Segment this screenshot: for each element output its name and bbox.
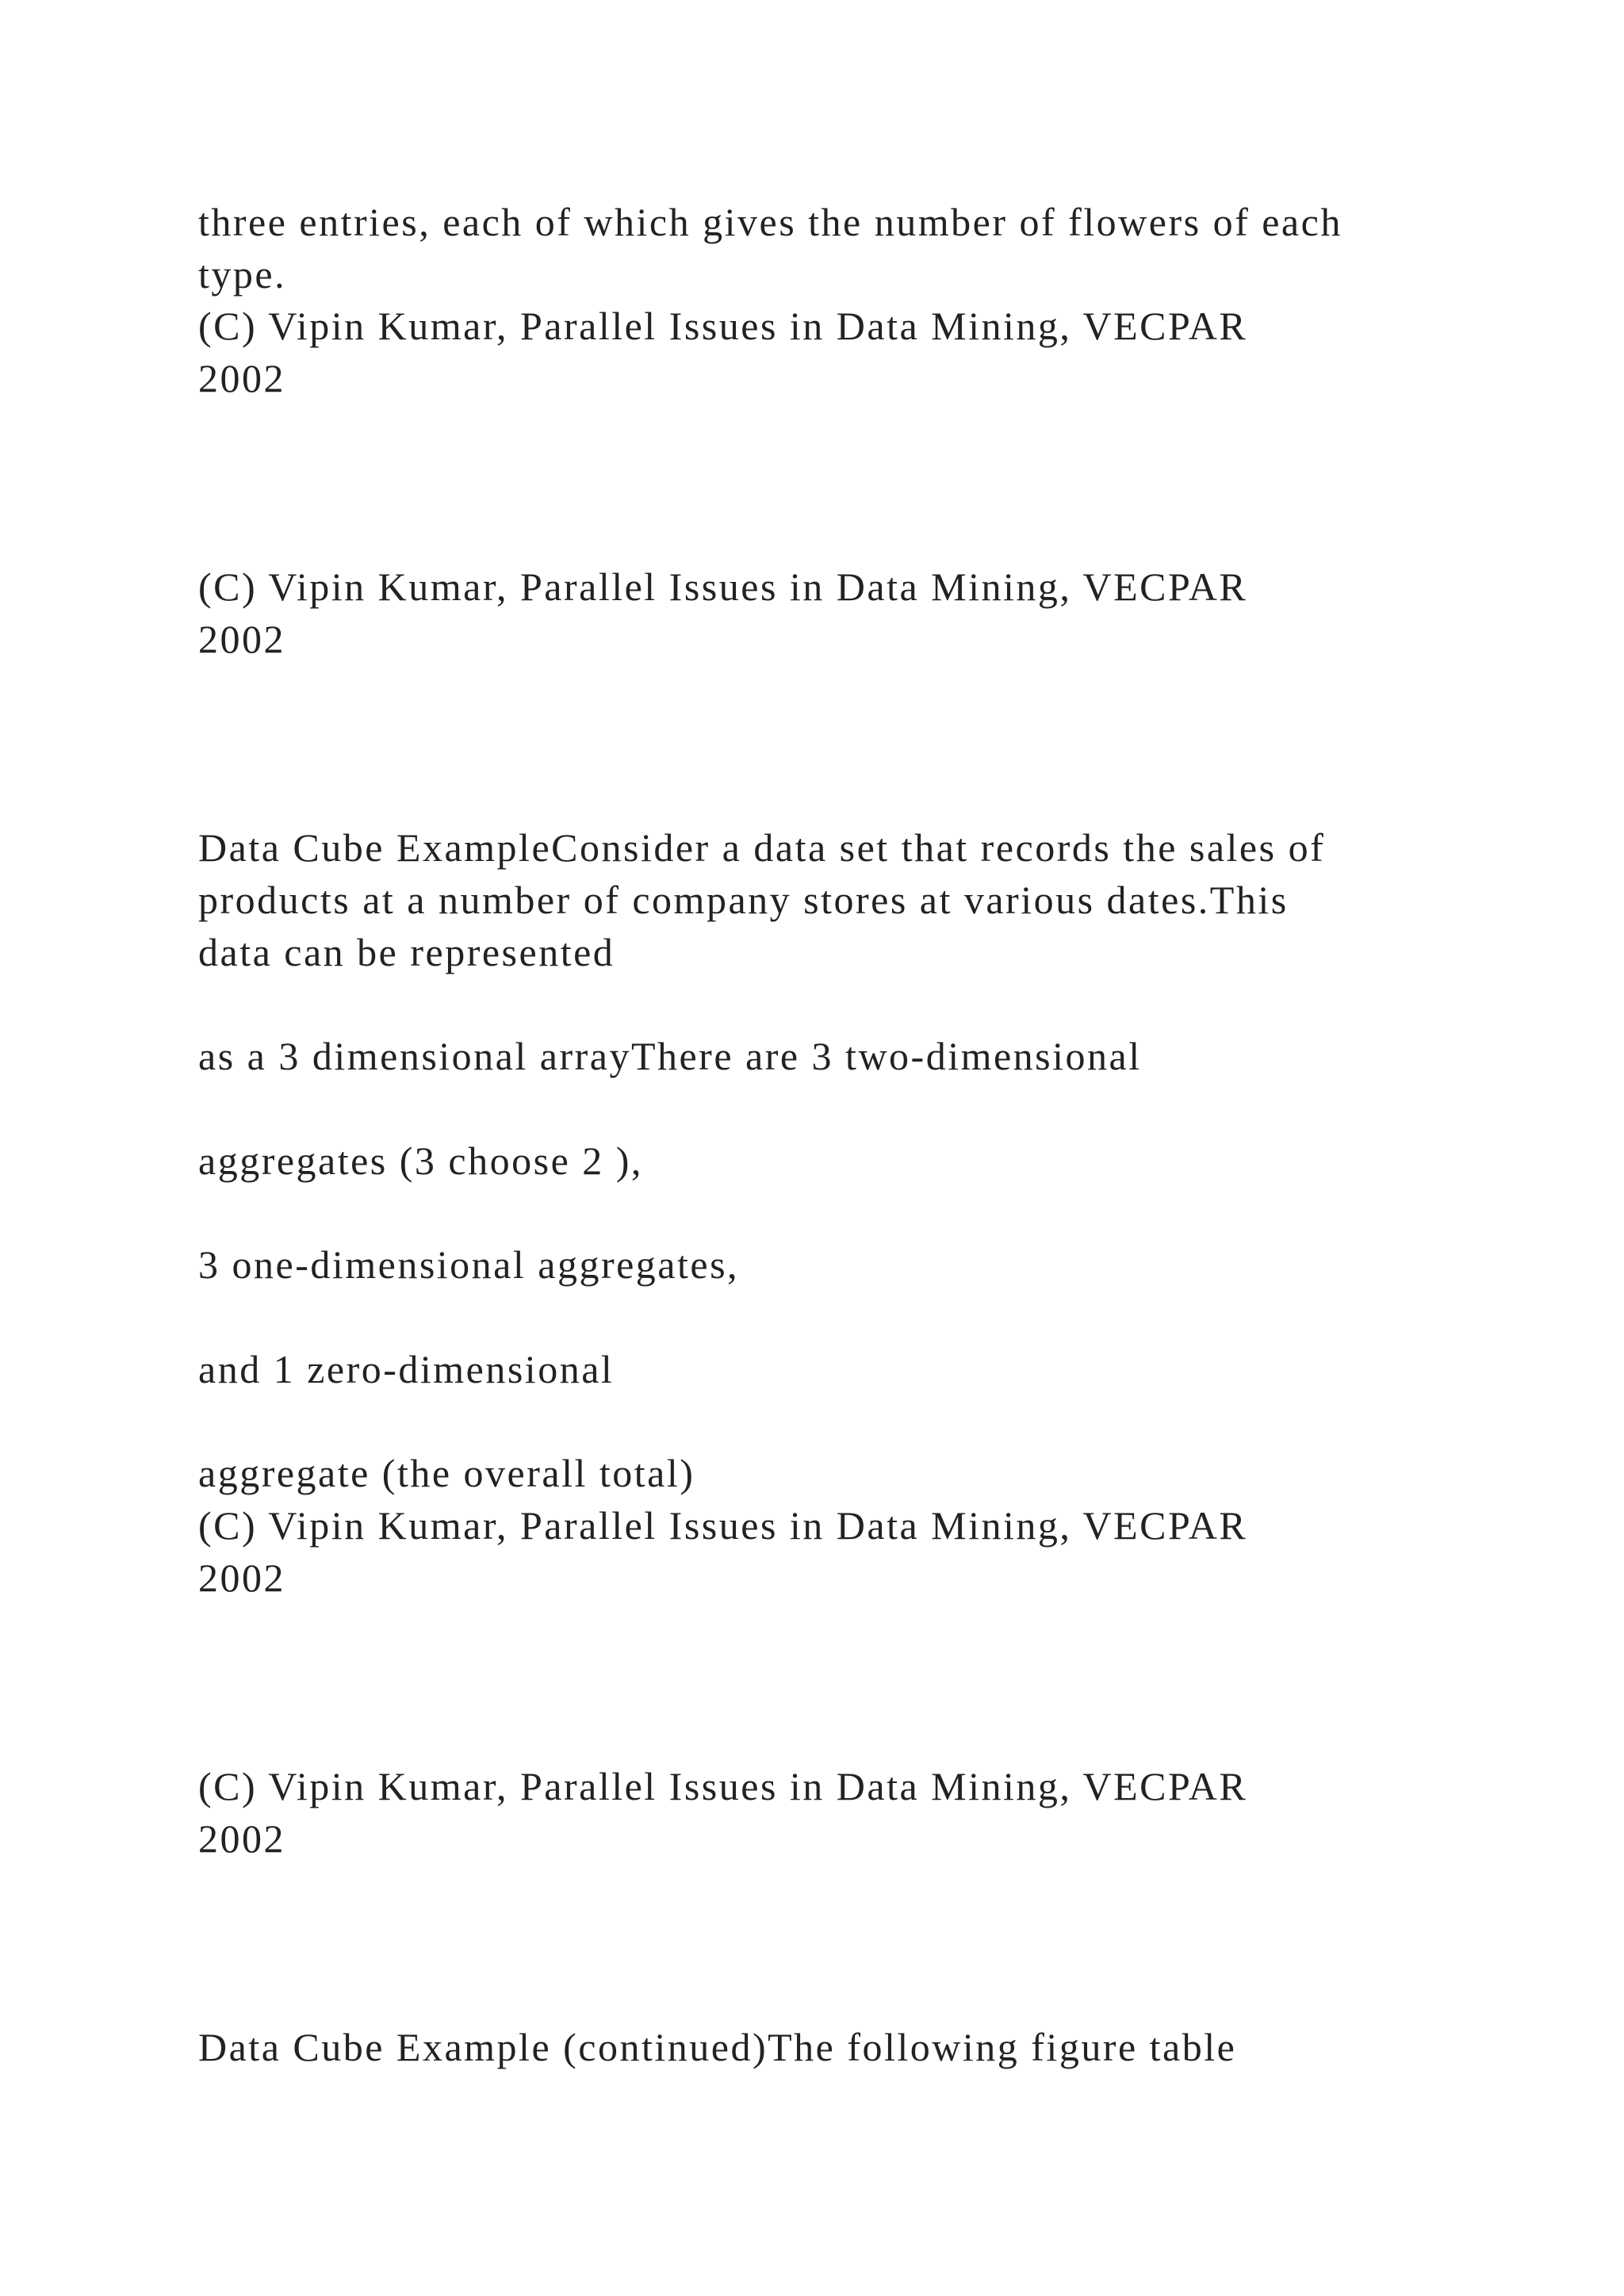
body-text-line: three entries, each of which gives the number of flowers of each xyxy=(198,200,1342,244)
citation-line: (C) Vipin Kumar, Parallel Issues in Data Mining, VECPAR xyxy=(198,304,1248,348)
citation-line: (C) Vipin Kumar, Parallel Issues in Data Mining, VECPAR xyxy=(198,564,1248,609)
body-text-line: as a 3 dimensional arrayThere are 3 two-dimensional xyxy=(198,1034,1142,1078)
body-text-line: products at a number of company stores at various dates.This xyxy=(198,878,1289,922)
body-text-line: and 1 zero-dimensional xyxy=(198,1347,615,1391)
citation-line: (C) Vipin Kumar, Parallel Issues in Data Mining, VECPAR xyxy=(198,1764,1248,1808)
body-text-line: aggregates (3 choose 2 ), xyxy=(198,1138,643,1183)
citation-line: (C) Vipin Kumar, Parallel Issues in Data Mining, VECPAR xyxy=(198,1503,1248,1548)
citation-year: 2002 xyxy=(198,1556,285,1600)
body-text-line: data can be represented xyxy=(198,930,615,974)
section-heading-line: Data Cube Example (continued)The following figure table xyxy=(198,2025,1237,2069)
body-text-line: type. xyxy=(198,252,287,297)
citation-year: 2002 xyxy=(198,1816,285,1861)
body-text-line: Data Cube ExampleConsider a data set that records the sales of xyxy=(198,825,1326,870)
citation-year: 2002 xyxy=(198,617,285,661)
citation-year: 2002 xyxy=(198,356,285,400)
body-text-line: aggregate (the overall total) xyxy=(198,1451,695,1495)
body-text-line: 3 one-dimensional aggregates, xyxy=(198,1242,740,1287)
